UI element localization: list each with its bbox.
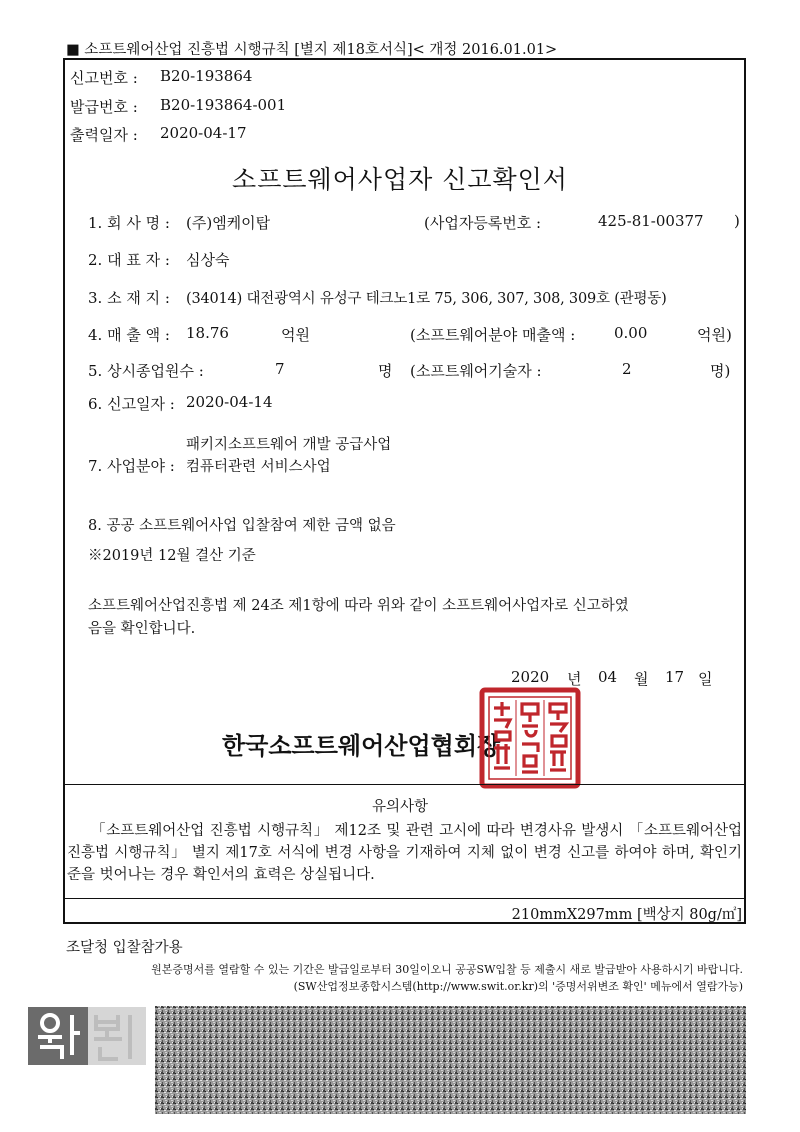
sales-unit: 억원 — [281, 326, 310, 344]
notice-divider — [63, 784, 746, 785]
sw-sales-value: 0.00 — [614, 324, 648, 342]
date-day-unit: 일 — [698, 670, 713, 688]
ceo-label: 2. 대 표 자 : — [88, 251, 170, 269]
report-number-label: 신고번호 : — [70, 69, 138, 87]
issuer-name: 한국소프트웨어산업협회장 — [222, 732, 501, 760]
sw-sales-label: (소프트웨어분야 매출액 : — [410, 326, 576, 344]
sw-tech-unit: 명) — [710, 362, 731, 380]
footer-title: 조달청 입찰참가용 — [66, 940, 183, 956]
fiscal-basis-note: ※2019년 12월 결산 기준 — [88, 548, 256, 564]
business-number-close: ) — [734, 212, 740, 230]
form-reference: ■ 소프트웨어산업 진흥법 시행규칙 [별지 제18호서식]< 개정 2016.01.01> — [66, 42, 558, 58]
sw-tech-label: (소프트웨어기술자 : — [410, 362, 542, 380]
report-number: B20-193864 — [160, 67, 253, 85]
issue-number: B20-193864-001 — [160, 96, 287, 114]
original-copy-stamp — [28, 1007, 146, 1065]
address-label: 3. 소 재 지 : — [88, 289, 170, 307]
business-field-1: 패키지소프트웨어 개발 공급사업 — [186, 437, 392, 453]
issue-number-label: 발급번호 : — [70, 98, 138, 116]
confirmation-text-2: 음을 확인합니다. — [88, 621, 196, 637]
date-month: 04 — [598, 668, 618, 686]
date-day: 17 — [665, 668, 685, 686]
document-title: 소프트웨어사업자 신고확인서 — [232, 165, 568, 194]
sw-tech-value: 2 — [622, 360, 632, 378]
paper-divider — [63, 898, 746, 899]
date-year-unit: 년 — [567, 670, 582, 688]
company-label: 1. 회 사 명 : — [88, 214, 170, 232]
company-name: (주)엠케이탑 — [186, 214, 271, 232]
notice-body: 「소프트웨어산업 진흥법 시행규칙」 제12조 및 관련 고시에 따라 변경사유 발생시 「소프트웨어산업 진흥법 시행규칙」 별지 제17호 서식에 변경 사항을 기재하여 지체 없이 변경 신고를 하여야 하며, 확인기준을 벗어나는 경우 확인서의 효력은 상실됩니다. — [67, 823, 742, 883]
confirmation-text-1: 소프트웨어산업진흥법 제 24조 제1항에 따라 위와 같이 소프트웨어사업자로 신고하였 — [88, 598, 629, 614]
report-date: 2020-04-14 — [186, 393, 273, 411]
print-date-label: 출력일자 : — [70, 126, 138, 144]
paper-size: 210mmX297mm [백상지 80g/㎡] — [511, 907, 742, 923]
business-number-label: (사업자등록번호 : — [424, 214, 542, 232]
business-field-label: 7. 사업분야 : — [88, 457, 175, 475]
sales-value: 18.76 — [186, 324, 229, 342]
footer-validity-note: 원본증명서를 열람할 수 있는 기간은 발급일로부터 30일이오니 공공SW입찰 등 제출시 새로 발급받아 사용하시기 바랍니다. — [151, 963, 743, 976]
address: (34014) 대전광역시 유성구 테크노1로 75, 306, 307, 308, 309호 (관평동) — [186, 291, 667, 307]
print-date: 2020-04-17 — [160, 124, 247, 142]
sw-sales-unit: 억원) — [697, 326, 732, 344]
official-seal — [478, 686, 582, 790]
notice-title: 유의사항 — [371, 799, 429, 815]
employees-unit: 명 — [378, 362, 393, 380]
employees-value: 7 — [275, 360, 285, 378]
business-number: 425-81-00377 — [598, 212, 704, 230]
public-sw-limit: 8. 공공 소프트웨어사업 입찰참여 제한 금액 없음 — [88, 518, 396, 534]
employees-label: 5. 상시종업원수 : — [88, 362, 204, 380]
ceo-name: 심상숙 — [186, 251, 230, 269]
footer-verify-note: (SW산업정보종합시스템(http://www.swit.or.kr)의 '증명서위변조 확인' 메뉴에서 열람가능) — [293, 980, 743, 993]
business-field-2: 컴퓨터관련 서비스사업 — [186, 459, 331, 475]
sales-label: 4. 매 출 액 : — [88, 326, 170, 344]
date-year: 2020 — [511, 668, 550, 686]
report-date-label: 6. 신고일자 : — [88, 395, 175, 413]
date-month-unit: 월 — [634, 670, 649, 688]
security-pattern — [155, 1006, 746, 1114]
